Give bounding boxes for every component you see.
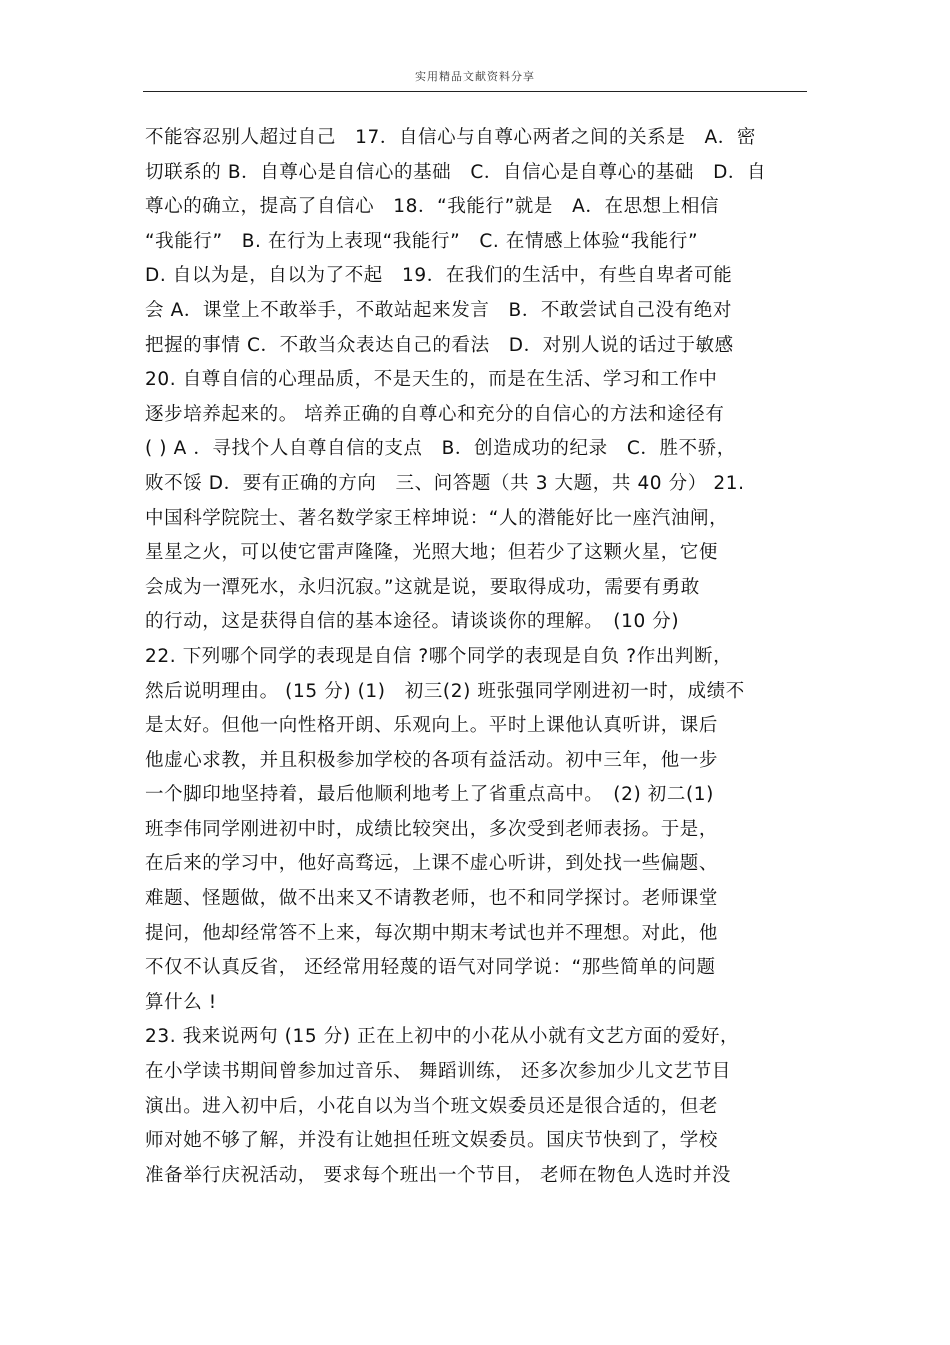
- text-line: 逐步培养起来的。 培养正确的自尊心和充分的自信心的方法和途径有: [145, 403, 725, 425]
- text-line: 22. 下列哪个同学的表现是自信 ?哪个同学的表现是自负 ?作出判断，: [145, 645, 733, 667]
- text-line: 提问，他却经常答不上来，每次期中期末考试也并不理想。对此，他: [145, 922, 719, 944]
- text-line: 在小学读书期间曾参加过音乐、 舞蹈训练， 还多次参加少儿文艺节目: [145, 1061, 731, 1083]
- text-line: 然后说明理由。 (15 分) (1) 初三(2) 班张强同学刚进初一时，成绩不: [145, 680, 745, 702]
- text-line: 把握的事情 C．不敢当众表达自己的看法 D．对别人说的话过于敏感: [145, 334, 734, 356]
- text-line: 他虚心求教，并且积极参加学校的各项有益活动。初中三年，他一步: [145, 749, 719, 771]
- text-line: 算什么 !: [145, 991, 217, 1013]
- text-line: 不仅不认真反省， 还经常用轻蔑的语气对同学说：“那些简单的问题: [145, 957, 716, 979]
- text-line: ( ) A ．寻找个人自尊自信的支点 B．创造成功的纪录 C．胜不骄，: [145, 438, 736, 460]
- text-line: 班李伟同学刚进初中时，成绩比较突出，多次受到老师表扬。于是，: [145, 818, 719, 840]
- text-line: 会 A．课堂上不敢举手，不敢站起来发言 B．不敢尝试自己没有绝对: [145, 299, 732, 321]
- text-line: 20. 自尊自信的心理品质，不是天生的，而是在生活、学习和工作中: [145, 369, 718, 391]
- text-line: 23. 我来说两句 (15 分) 正在上初中的小花从小就有文艺方面的爱好，: [145, 1026, 740, 1048]
- text-line: 难题、怪题做，做不出来又不请教老师，也不和同学探讨。老师课堂: [145, 888, 719, 910]
- text-line: 中国科学院院士、著名数学家王梓坤说：“人的潜能好比一座汽油闸，: [145, 507, 729, 529]
- text-line: 的行动，这是获得自信的基本途径。请谈谈你的理解。 (10 分): [145, 611, 680, 633]
- text-line: 在后来的学习中，他好高骛远，上课不虚心听讲，到处找一些偏题、: [145, 853, 719, 875]
- document-body: [145, 121, 805, 1193]
- text-line: 是太好。但他一向性格开朗、乐观向上。平时上课他认真听讲，课后: [145, 715, 719, 737]
- text-line: D. 自以为是，自以为了不起 19．在我们的生活中，有些自卑者可能: [145, 265, 733, 287]
- text-line: 尊心的确立，提高了自信心 18．“我能行”就是 A．在思想上相信: [145, 196, 720, 218]
- text-line: 准备举行庆祝活动， 要求每个班出一个节目， 老师在物色人选时并没: [145, 1164, 731, 1186]
- page-header-title: 实用精品文献资料分享: [415, 70, 535, 83]
- text-line: 败不馁 D．要有正确的方向 三、问答题（共 3 大题，共 40 分） 21.: [145, 472, 745, 494]
- text-line: 一个脚印地坚持着，最后他顺利地考上了省重点高中。 (2) 初二(1): [145, 784, 714, 806]
- text-line: 会成为一潭死水，永归沉寂。”这就是说，要取得成功，需要有勇敢: [145, 576, 700, 598]
- text-line: 星星之火，可以使它雷声隆隆，光照大地；但若少了这颗火星，它便: [145, 542, 719, 564]
- text-line: 师对她不够了解，并没有让她担任班文娱委员。国庆节快到了，学校: [145, 1130, 719, 1152]
- text-line: 切联系的 B．自尊心是自信心的基础 C．自信心是自尊心的基础 D．自: [145, 161, 767, 183]
- header-divider: [143, 91, 807, 92]
- text-line: “我能行” B. 在行为上表现“我能行” C. 在情感上体验“我能行”: [145, 230, 699, 252]
- text-line: 不能容忍别人超过自己 17．自信心与自尊心两者之间的关系是 A．密: [145, 127, 756, 148]
- text-line: 演出。进入初中后，小花自以为当个班文娱委员还是很合适的，但老: [145, 1095, 719, 1117]
